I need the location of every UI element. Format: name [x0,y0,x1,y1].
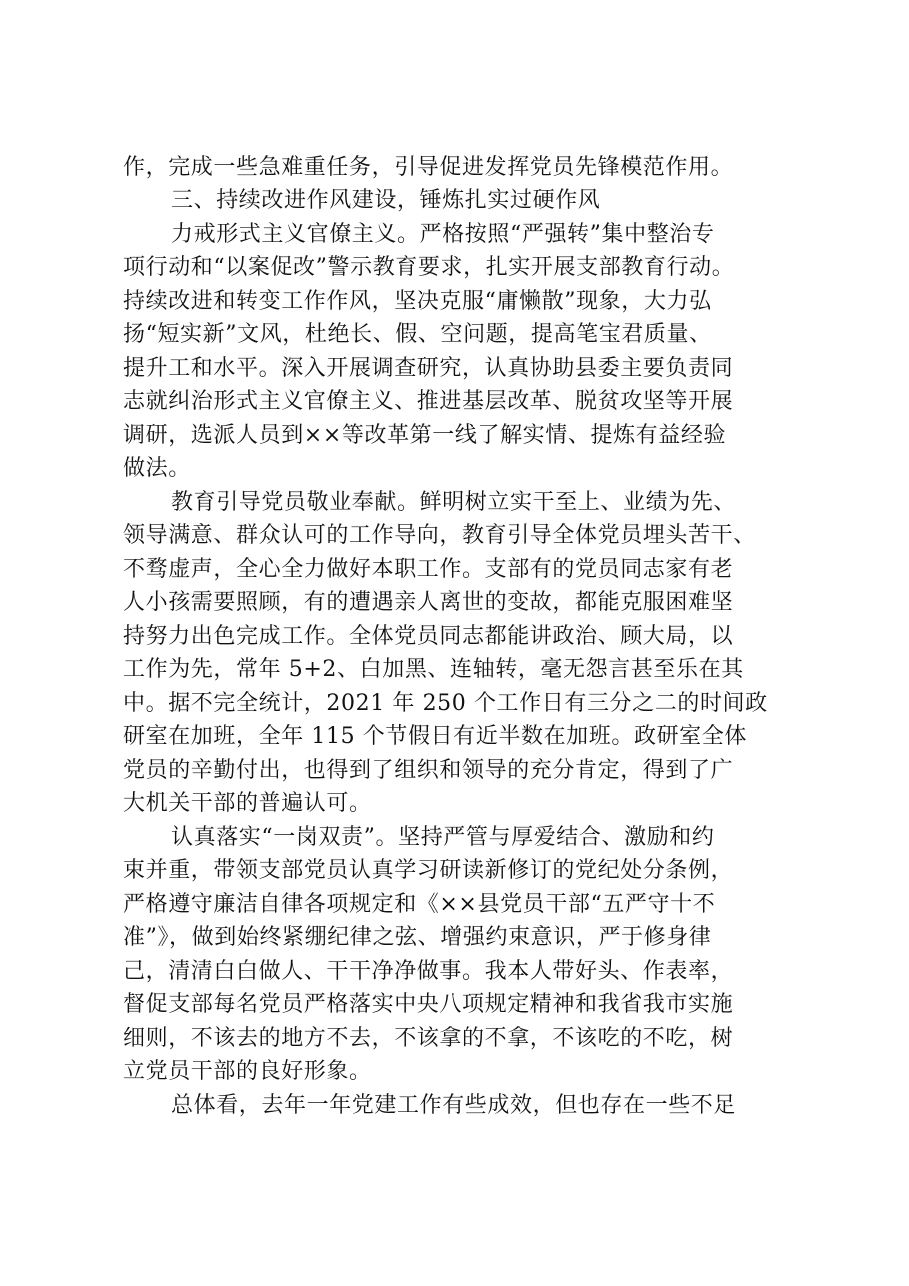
text-line: 细则，不该去的地方不去，不该拿的不拿，不该吃的不吃，树 [123,1026,734,1051]
text-line: 立党员干部的良好形象。 [123,1059,372,1084]
text-line: 不骛虚声，全心全力做好本职工作。支部有的党员同志家有老 [123,557,734,582]
text-line: 己，清清白白做人、干干净净做事。我本人带好头、作表率， [123,959,734,984]
text-line: 持续改进和转变工作作风，坚决克服“庸懒散”现象，大力弘 [123,289,712,314]
text-line: 研室在加班，全年 115 个节假日有近半数在加班。政研室全体 [123,724,747,749]
text-line: 提升工和水平。深入开展调查研究，认真协助县委主要负责同 [123,356,734,381]
text-line: 督促支部每名党员严格落实中央八项规定精神和我省我市实施 [123,992,734,1017]
text-line: 志就纠治形式主义官僚主义、推进基层改革、脱贫攻坚等开展 [123,389,734,414]
text-line: 大机关干部的普遍认可。 [123,791,372,816]
text-line: 扬“短实新”文风，杜绝长、假、空问题，提高笔宝君质量、 [123,322,712,347]
paragraph-lead: 认真落实“一岗双责”。坚持严管与厚爱结合、激励和约 [171,825,715,850]
text-line: 调研，选派人员到××等改革第一线了解实情、提炼有益经验 [123,423,727,448]
paragraph-lead: 教育引导党员敬业奉献。鲜明树立实干至上、业绩为先、 [171,490,737,515]
text-line: 作，完成一些急难重任务，引导促进发挥党员先锋模范作用。 [123,155,734,180]
text-line: 领导满意、群众认可的工作导向，教育引导全体党员埋头苦干、 [123,523,756,548]
text-line: 束并重，带领支部党员认真学习研读新修订的党纪处分条例， [123,858,734,883]
text-line: 做法。 [123,456,191,481]
text-line: 党员的辛勤付出，也得到了组织和领导的充分肯定，得到了广 [123,758,734,783]
text-line: 人小孩需要照顾，有的遭遇亲人离世的变故，都能克服困难坚 [123,590,734,615]
text-line: 中。据不完全统计，2021 年 250 个工作日有三分之二的时间政 [123,691,768,716]
text-line: 工作为先，常年 5+2、白加黑、连轴转，毫无怨言甚至乐在其 [123,657,744,682]
paragraph-lead: 力戒形式主义官僚主义。严格按照“严强转”集中整治专 [171,222,715,247]
paragraph-lead: 总体看，去年一年党建工作有些成效，但也存在一些不足 [171,1093,737,1118]
text-line: 项行动和“以案促改”警示教育要求，扎实开展支部教育行动。 [123,255,735,280]
text-line: 严格遵守廉洁自律各项规定和《××县党员干部“五严守十不 [123,892,716,917]
text-line: 持努力出色完成工作。全体党员同志都能讲政治、顾大局，以 [123,624,734,649]
text-line: 准”》，做到始终紧绷纪律之弦、增强约束意识，严于修身律 [123,925,712,950]
section-heading: 三、持续改进作风建设，锤炼扎实过硬作风 [171,188,601,213]
